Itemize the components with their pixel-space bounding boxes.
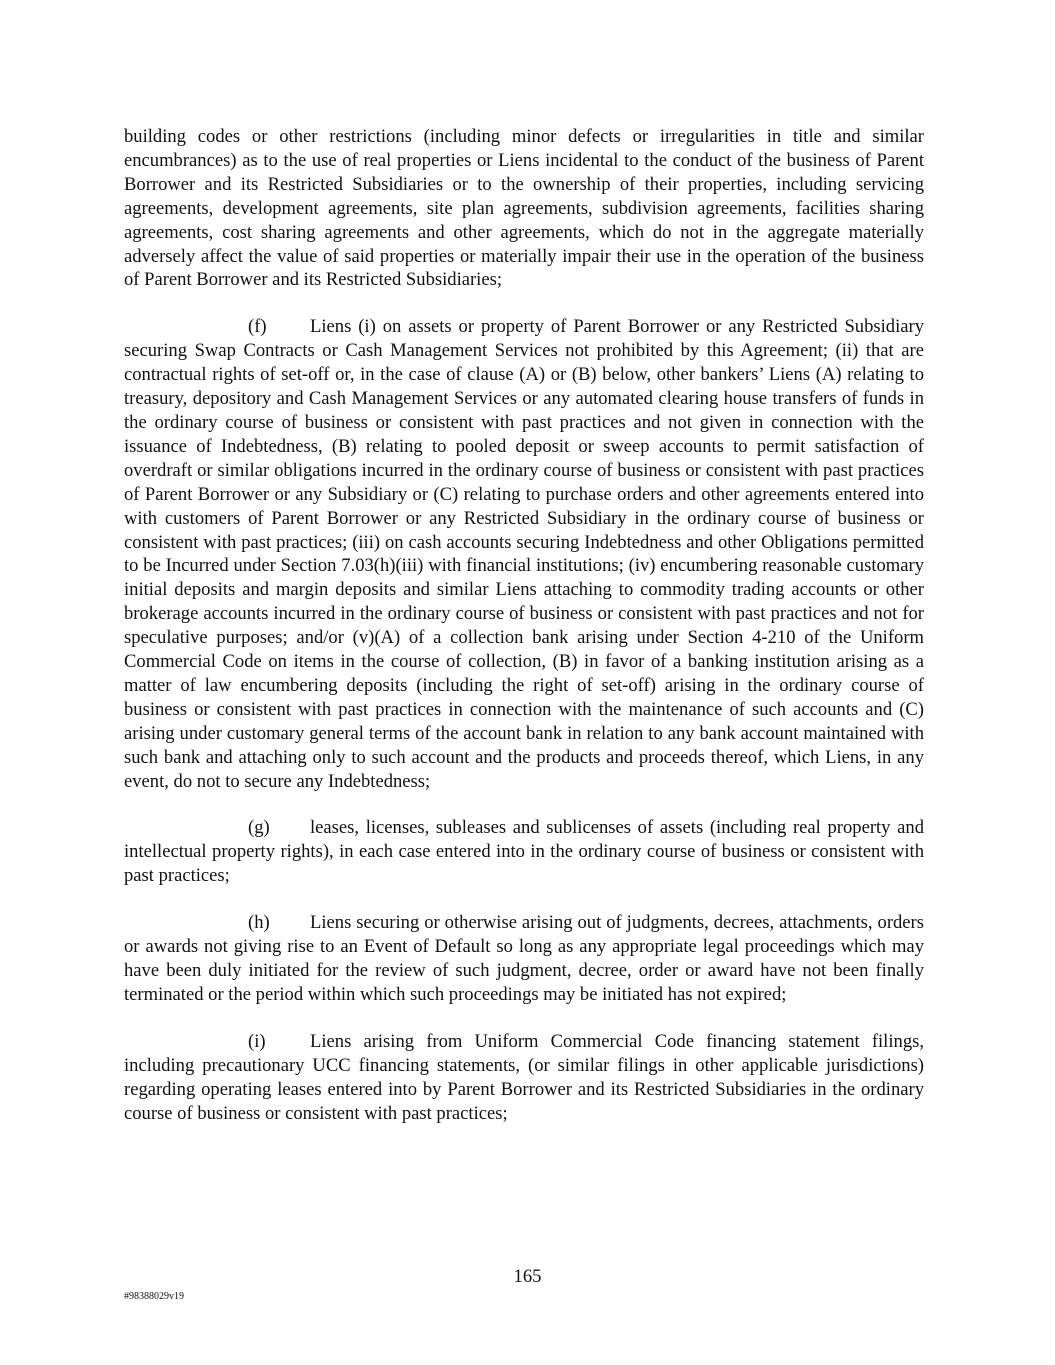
clause-marker: (h) bbox=[248, 912, 270, 934]
clause-f bbox=[124, 315, 924, 793]
clause-text: leases, licenses, subleases and sublicenses of assets (including real property and intellectual property rights), in each case entered into in the ordinary course of business or consistent with past practices; bbox=[124, 817, 924, 887]
clause-text: Liens securing or otherwise arising out of judgments, decrees, attachments, orders or awards not giving rise to an Event of Default so long as any appropriate legal proceedings which may have been duly initiated for the review of such judgment, decree, order or award have not been finally terminated or the period within which such proceedings may be initiated has not expired; bbox=[124, 912, 924, 1005]
paragraph-text: building codes or other restrictions (including minor defects or irregularities in title and similar encumbrances) as to the use of real properties or Liens incidental to the conduct of the business of Parent Borrower and its Restricted Subsidiaries or to the ownership of their properties, including servicing agreements, development agreements, site plan agreements, subdivision agreements, facilities sharing agreements, cost sharing agreements and other agreements, which do not in the aggregate materially adversely affect the value of said properties or materially impair their use in the operation of the business of Parent Borrower and its Restricted Subsidiaries; bbox=[124, 126, 924, 291]
clause-h bbox=[124, 911, 924, 1007]
paragraph-continuation bbox=[124, 125, 924, 292]
clause-g bbox=[124, 816, 924, 888]
clause-i bbox=[124, 1030, 924, 1126]
clause-marker: (i) bbox=[248, 1030, 266, 1052]
document-id: #98388029v19 bbox=[124, 1291, 184, 1302]
page-number: 165 bbox=[513, 1266, 542, 1287]
clause-text: Liens (i) on assets or property of Parent Borrower or any Restricted Subsidiary securing Swap Contracts or Cash Management Services not prohibited by this Agreement; (ii) that are contractual rights of set-off or, in the case of clause (A) or (B) below, other bankers’ Liens (A) relating to treasury, depository and Cash Management Services or any automated clearing house transfers of funds in the ordinary course of business or consistent with past practices and not given in connection with the issuance of Indebtedness, (B) relating to pooled deposit or sweep accounts to permit satisfaction of overdraft or similar obligations incurred in the ordinary course of business or consistent with past practices of Parent Borrower or any Subsidiary or (C) relating to purchase orders and other agreements entered into with customers of Parent Borrower or any Restricted Subsidiary in the ordinary course of business or consistent with past practices; (iii) on cash accounts securing Indebtedness and other Obligations permitted to be Incurred under Section 7.03(h)(iii) with financial institutions; (iv) encumbering reasonable customary initial deposits and margin deposits and similar Liens attaching to commodity trading accounts or other brokerage accounts incurred in the ordinary course of business or consistent with past practices and not for speculative purposes; and/or (v)(A) of a collection bank arising under Section 4-210 of the Uniform Commercial Code on items in the course of collection, (B) in favor of a banking institution arising as a matter of law encumbering deposits (including the right of set-off) arising in the ordinary course of business or consistent with past practices in connection with the maintenance of such accounts and (C) arising under customary general terms of the account bank in relation to any bank account maintained with such bank and attaching only to such account and the products and proceeds thereof, which Liens, in any event, do not to secure any Indebtedness; bbox=[124, 316, 924, 792]
clause-marker: (g) bbox=[248, 817, 270, 839]
clause-text: Liens arising from Uniform Commercial Code financing statement filings, including precautionary UCC financing statements, (or similar filings in other applicable jurisdictions) regarding operating leases entered into by Parent Borrower and its Restricted Subsidiaries in the ordinary course of business or consistent with past practices; bbox=[124, 1030, 924, 1124]
document-body bbox=[124, 125, 924, 1148]
clause-marker: (f) bbox=[248, 316, 267, 338]
